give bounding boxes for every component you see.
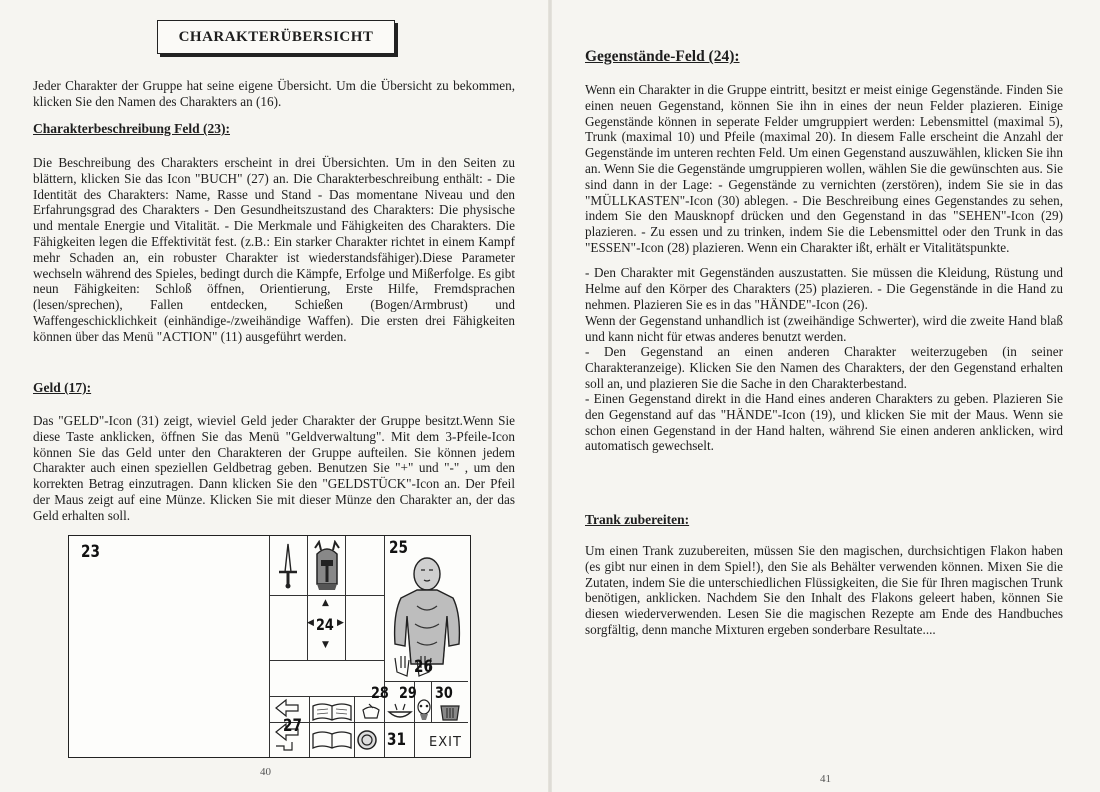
geld-paragraph: Das "GELD"-Icon (31) zeigt, wieviel Geld jeder Charakter der Gruppe besitzt.Wenn Sie diese Taste anklicken, öffnen Sie das Menü "Geldverwaltung". Mit dem 3-Pfeile-Icon können Sie das Geld unter den Charakteren der Gruppe aufteilen. Sie können jedem Charakter auch einen speziellen Geldbetrag geben. Benutzen Sie "+" und "-" , um den korrekten Betrag einzutragen. Dann klicken Sie den "GELDSTÜCK"-Icon an. Der Pfeil der Maus zeigt auf eine Münze. Klicken Sie mit dieser Münze den Charakter an, der das Geld erhalten soll. (33, 413, 515, 523)
right-page (550, 0, 1100, 792)
spellbook-icon[interactable] (311, 728, 353, 752)
arrow-up-icon[interactable]: ▲ (322, 598, 329, 608)
label-31: 31 (387, 730, 406, 750)
charakterbeschreibung-paragraph: Die Beschreibung des Charakters erscheint in drei Übersichten. Um in den Seiten zu blättern, klicken Sie das Icon "BUCH" (27) an. Die Charakterbeschreibung enthält: - Die Identität des Charakters: Name, Rasse und Stand - Das momentane Niveau und den Erfahrungsgrad des Charakters - Den Gesundheitszustand des Charakters: Die physische und mentale Energie und Vitalität. - Die Merkmale und Fähigkeiten des Charakters. Die Fähigkeiten legen die Effektivität fest. (z.B.: Ein starker Charakter richtet in einem Kampf mehr Schaden an, ein robuster Charakter ist wiederstandsfähiger).Diese Parameter wechseln während des Spieles, bedingt durch die Kämpfe, Erfolge und Mißerfolge. Es gibt neun Fähigkeiten: Schloß öffnen, Orientierung, Erste Hilfe, Fremdsprachen (lesen/sprechen), Fallen entdecken, Schießen (Bogen/Armbrust) und Waffengeschicklichkeit (einhändige-/zweihändige Waffen). Die ersten drei Fähigkeiten können über das Menü "ACTION" (11) ausgeführt werden. (33, 155, 515, 344)
gegenstaende-paragraph-4: - Den Gegenstand an einen anderen Charakter weiterzugeben (in seiner Charakteranzeige). Klicken Sie den Namen des Charakters, der den Gegenstand erhalten soll an, und plazieren Sie die Sache in den Charakterbestand. (585, 344, 1063, 391)
section-heading-charakterbeschreibung: Charakterbeschreibung Feld (23): (33, 121, 230, 136)
see-icon[interactable] (416, 698, 432, 722)
exit-button[interactable]: EXIT (429, 735, 462, 750)
gegenstaende-paragraph: Wenn ein Charakter in die Gruppe eintritt, besitzt er meist einige Gegenstände. Finden Sie einen neuen Gegenstand, können Sie ihn in eines der neun Felder plazieren. Einige Gegenstände können in seperate Felder umgruppiert werden: Lebensmittel (maximal 5), Trunk (maximal 10) und Pfeile (maximal 20). In diesem Falle erscheint die Anzahl der Gegenstände im unteren rechten Feld. Um einen Gegenstand auszuwählen, klicken Sie ihn an. Wenn Sie die Gegenstände umgruppieren wollen, wählen Sie die gewünschten aus. Sie sind dann in der Lage: - Gegenstände zu vernichten (zerstören), indem Sie sie in das "MÜLLKASTEN"-Icon (30) ablegen. - Die Beschreibung eines Gegenstandes zu sehen, indem Sie den Mausknopf drücken und den Gegenstand in das "SEHEN"-Icon (29) plazieren. - Zu essen und zu trinken, indem Sie die Lebensmittel oder den Trunk in das "ESSEN"-Icon (28) plazieren. Wenn ein Charakter ißt, erhält er Vitalitätspunkte. (585, 82, 1063, 255)
gegenstaende-paragraph-5: - Einen Gegenstand direkt in die Hand eines anderen Charakters zu geben. Plazieren Sie den Gegenstand auf das "HÄNDE"-Icon (19), und klicken Sie mit der Maus. Wenn sie schon einen Gegenstand in der Hand halten, während Sie einen anderen anklicken, wird automatisch gewechselt. (585, 391, 1063, 454)
sword-icon[interactable] (275, 542, 301, 590)
helmet-icon[interactable] (311, 540, 343, 592)
label-26: 26 (414, 657, 433, 677)
label-23: 23 (81, 542, 100, 562)
page-number-right: 41 (820, 773, 831, 785)
book-icon[interactable] (311, 700, 353, 722)
label-28: 28 (371, 683, 389, 702)
trash-icon[interactable] (437, 700, 463, 722)
section-heading-trank: Trank zubereiten: (585, 512, 690, 527)
page-number-left: 40 (260, 766, 271, 778)
gegenstaende-paragraph-2: - Den Charakter mit Gegenständen auszustatten. Sie müssen die Kleidung, Rüstung und Helme auf den Körper des Charakters (25) plazieren. - Die Gegenstände in die Hand zu nehmen. Plazieren Sie es in das "HÄNDE"-Icon (26). (585, 265, 1063, 312)
potion-icon[interactable] (359, 700, 383, 722)
label-30: 30 (435, 683, 453, 702)
trank-paragraph: Um einen Trank zuzubereiten, müssen Sie den magischen, durchsichtigen Flakon haben (es gibt nur einen in dem Spiel!), den Sie als Behälter verwenden können. Mixen Sie die Zutaten, indem Sie die unterschiedlichen Flüssigkeiten, die Sie für Ihren magischen Trunk benötigen, anklicken. Nachdem Sie den Inhalt des Flakons geleert haben, können Sie diesen wiederverwenden. Lesen Sie die magischen Rezepte am Ende des Handbuches sorgfältig, denn manche Mixturen ergeben sonderbare Resultate.... (585, 543, 1063, 637)
label-27: 27 (283, 716, 302, 736)
label-29: 29 (399, 683, 417, 702)
section-heading-gegenstaende: Gegenstände-Feld (24): (585, 48, 740, 65)
arrow-left-icon[interactable]: ◀ (307, 618, 314, 628)
gegenstaende-paragraph-3: Wenn der Gegenstand unhandlich ist (zweihändige Schwerter), wird die zweite Hand blaß und kann nicht für etwas anderes benutzt werden. (585, 313, 1063, 344)
section-heading-geld: Geld (17): (33, 380, 92, 395)
item-field-selector[interactable] (308, 596, 345, 660)
intro-paragraph: Jeder Charakter der Gruppe hat seine eigene Übersicht. Um die Übersicht zu bekommen, klicken Sie den Namen des Charakters an (16). (33, 78, 515, 109)
eat-icon[interactable] (387, 700, 413, 722)
label-24: 24 (316, 615, 334, 634)
arrow-down-icon[interactable]: ▼ (322, 640, 329, 650)
page-title: CHARAKTERÜBERSICHT (157, 20, 395, 54)
inventory-screen-figure (68, 535, 471, 758)
coin-icon[interactable] (355, 728, 379, 752)
label-25: 25 (389, 538, 408, 558)
arrow-right-icon[interactable]: ▶ (337, 618, 344, 628)
